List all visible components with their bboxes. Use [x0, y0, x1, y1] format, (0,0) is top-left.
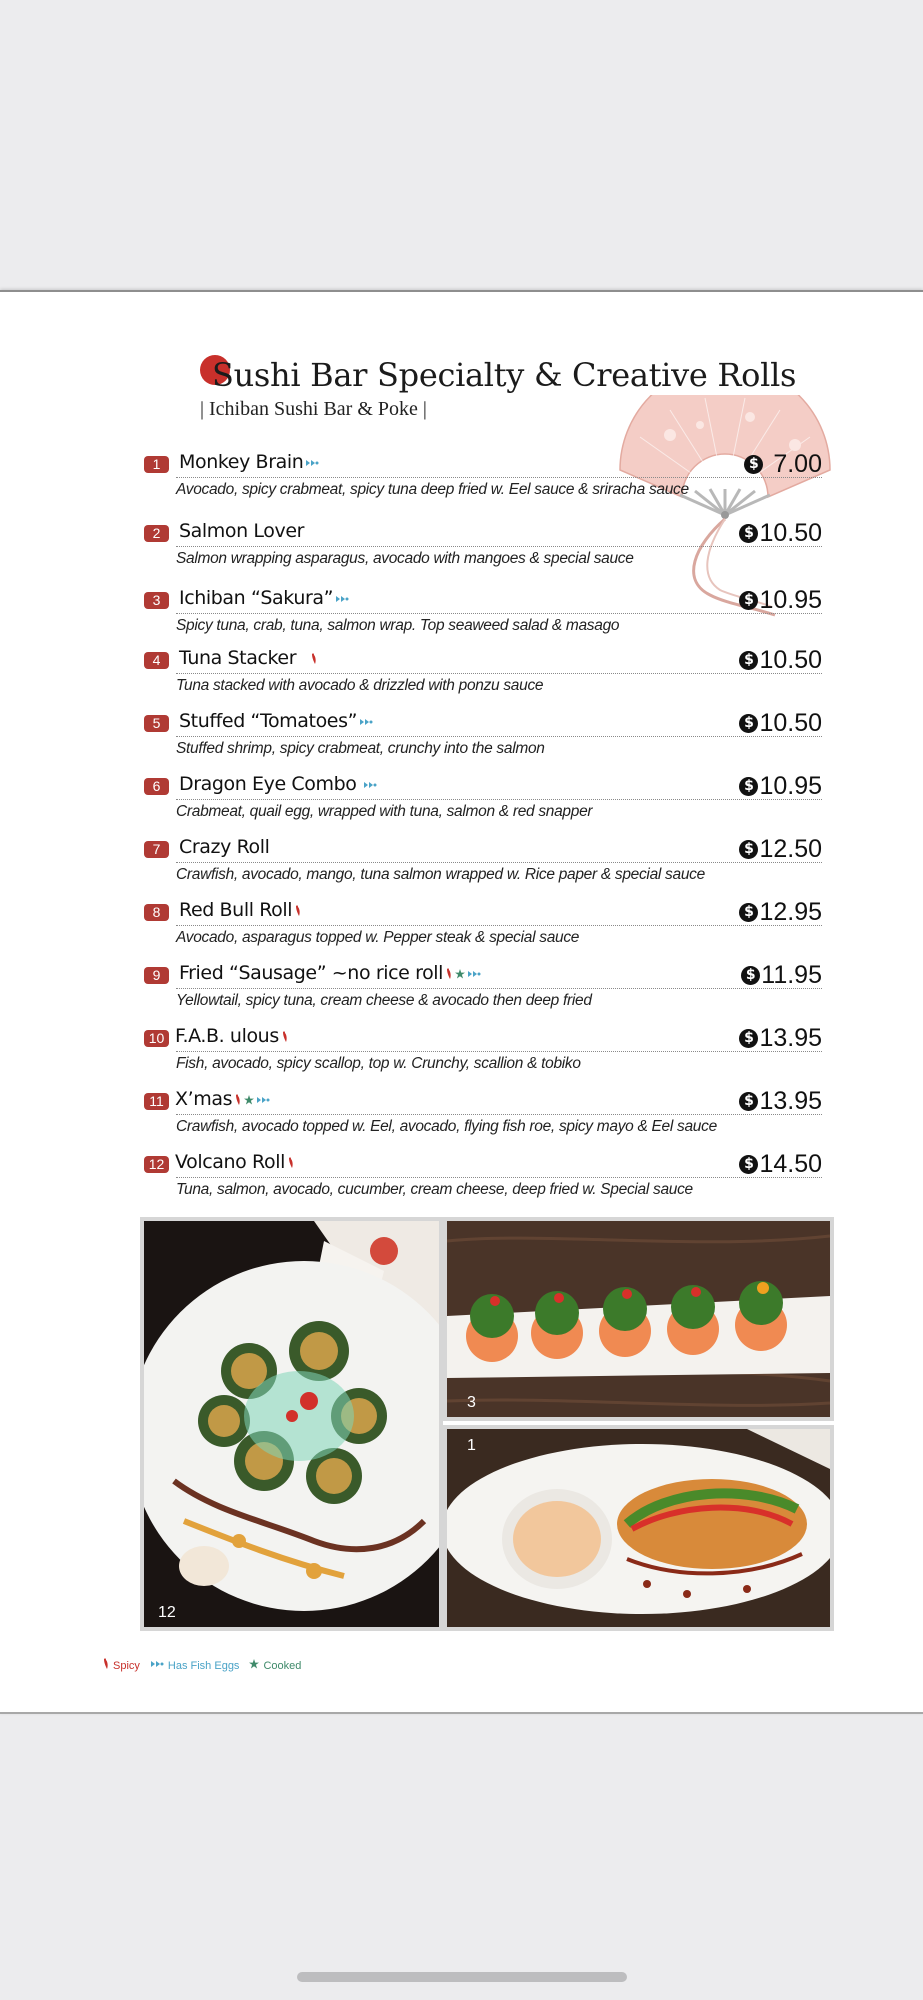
item-description: Salmon wrapping asparagus, avocado with mangoes & special sauce	[176, 550, 634, 567]
item-description: Tuna, salmon, avocado, cucumber, cream cheese, deep fried w. Special sauce	[176, 1181, 693, 1198]
item-name-text: F.A.B. ulous	[175, 1025, 279, 1047]
item-description: Avocado, spicy crabmeat, spicy tuna deep fried w. Eel sauce & sriracha sauce	[176, 481, 689, 498]
item-number-badge: 7	[144, 841, 169, 858]
dollar-icon: $	[739, 903, 758, 922]
item-name-text: Red Bull Roll	[179, 899, 293, 921]
fish-egg-icon	[305, 452, 319, 474]
item-description: Fish, avocado, spicy scallop, top w. Crunchy, scallion & tobiko	[176, 1055, 581, 1072]
spicy-pepper-icon	[294, 900, 302, 922]
fish-egg-icon	[335, 588, 349, 610]
dollar-icon: $	[741, 966, 760, 985]
item-number-badge: 9	[144, 967, 169, 984]
item-number-badge: 2	[144, 525, 169, 542]
fish-egg-icon	[359, 711, 373, 733]
price-amount: 10.50	[759, 519, 822, 547]
item-description: Crabmeat, quail egg, wrapped with tuna, salmon & red snapper	[176, 803, 593, 820]
cooked-star-icon	[249, 1659, 259, 1672]
menu-item	[140, 1089, 822, 1149]
item-price	[739, 772, 822, 801]
item-description: Spicy tuna, crab, tuna, salmon wrap. Top seaweed salad & masago	[176, 617, 620, 634]
price-amount: 11.95	[761, 961, 822, 989]
legend-fish-eggs-label: Has Fish Eggs	[167, 1659, 240, 1672]
item-name	[179, 587, 349, 610]
spicy-pepper-icon	[287, 1152, 295, 1174]
item-description: Crawfish, avocado, mango, tuna salmon wrapped w. Rice paper & special sauce	[176, 866, 705, 883]
legend-cooked-label: Cooked	[263, 1659, 302, 1672]
item-price	[739, 519, 822, 548]
photo-volcano-roll	[140, 1217, 443, 1631]
menu-item	[140, 1026, 822, 1086]
item-name	[179, 836, 270, 858]
item-number-badge: 5	[144, 715, 169, 732]
item-number-badge: 12	[144, 1156, 169, 1173]
item-name	[175, 1088, 270, 1111]
item-description: Tuna stacked with avocado & drizzled with ponzu sauce	[176, 677, 544, 694]
item-name-text: Fried “Sausage” ~no rice roll	[179, 962, 444, 984]
price-amount: 12.50	[759, 835, 822, 863]
icon-legend	[102, 1658, 311, 1673]
item-name	[179, 899, 302, 922]
item-name-text: Ichiban “Sakura”	[179, 587, 334, 609]
fish-egg-icon	[467, 963, 481, 985]
item-price	[739, 1150, 822, 1179]
spicy-pepper-icon	[281, 1026, 289, 1048]
fish-egg-icon	[150, 1659, 164, 1672]
item-number-badge: 3	[144, 592, 169, 609]
cooked-star-icon	[455, 963, 465, 985]
price-amount: 13.95	[759, 1087, 822, 1115]
item-name	[179, 710, 373, 733]
price-amount: 10.50	[759, 646, 822, 674]
item-price	[739, 1087, 822, 1116]
page-title: Sushi Bar Specialty & Creative Rolls	[212, 356, 797, 394]
menu-item	[140, 1152, 822, 1212]
item-name	[179, 773, 377, 796]
item-price	[739, 709, 822, 738]
price-amount: 12.95	[759, 898, 822, 926]
item-price	[744, 450, 822, 479]
spicy-pepper-icon	[445, 963, 453, 985]
dotted-rule	[176, 925, 822, 926]
dollar-icon: $	[739, 1092, 758, 1111]
item-name-text: Crazy Roll	[179, 836, 270, 858]
legend-spicy-label: Spicy	[113, 1659, 140, 1672]
dotted-rule	[176, 1114, 822, 1115]
price-amount: 14.50	[759, 1150, 822, 1178]
dollar-icon: $	[739, 1155, 758, 1174]
item-price	[739, 646, 822, 675]
dollar-icon: $	[739, 714, 758, 733]
photo-number-label: 1	[467, 1437, 476, 1454]
fish-egg-icon	[363, 774, 377, 796]
menu-item	[140, 521, 822, 581]
dotted-rule	[176, 546, 822, 547]
item-description: Yellowtail, spicy tuna, cream cheese & avocado then deep fried	[176, 992, 592, 1009]
item-name-text: Stuffed “Tomatoes”	[179, 710, 358, 732]
item-price	[739, 898, 822, 927]
item-price	[741, 961, 822, 990]
item-name	[179, 451, 319, 474]
price-amount: 7.00	[773, 450, 822, 478]
spicy-pepper-icon	[102, 1658, 110, 1673]
item-name	[179, 520, 304, 542]
item-number-badge: 6	[144, 778, 169, 795]
dollar-icon: $	[739, 524, 758, 543]
photo-number-label: 3	[467, 1394, 476, 1411]
dotted-rule	[176, 613, 822, 614]
dotted-rule	[176, 477, 822, 478]
item-number-badge: 8	[144, 904, 169, 921]
price-amount: 10.95	[759, 586, 822, 614]
dollar-icon: $	[744, 455, 763, 474]
spicy-pepper-icon	[234, 1089, 242, 1111]
menu-item	[140, 837, 822, 897]
price-amount: 10.95	[759, 772, 822, 800]
home-indicator[interactable]	[297, 1972, 627, 1982]
item-name	[175, 1025, 289, 1048]
item-name-text: Tuna Stacker	[179, 647, 297, 669]
item-price	[739, 835, 822, 864]
dollar-icon: $	[739, 1029, 758, 1048]
spicy-pepper-icon	[310, 648, 318, 670]
dollar-icon: $	[739, 591, 758, 610]
item-description: Crawfish, avocado topped w. Eel, avocado, flying fish roe, spicy mayo & Eel sauce	[176, 1118, 717, 1135]
photo-monkey-brain	[443, 1425, 834, 1631]
fish-egg-icon	[256, 1089, 270, 1111]
price-amount: 10.50	[759, 709, 822, 737]
item-number-badge: 1	[144, 456, 169, 473]
item-name-text: Salmon Lover	[179, 520, 305, 542]
item-number-badge: 10	[144, 1030, 169, 1047]
item-name-text: X’mas	[175, 1088, 233, 1110]
item-description: Avocado, asparagus topped w. Pepper steak & special sauce	[176, 929, 580, 946]
menu-item	[140, 963, 822, 1023]
item-description: Stuffed shrimp, spicy crabmeat, crunchy into the salmon	[176, 740, 545, 757]
price-amount: 13.95	[759, 1024, 822, 1052]
dollar-icon: $	[739, 777, 758, 796]
item-name-text: Volcano Roll	[175, 1151, 285, 1173]
ichiban-sakura-image	[447, 1221, 830, 1417]
dotted-rule	[176, 736, 822, 737]
item-price	[739, 586, 822, 615]
dollar-icon: $	[739, 651, 758, 670]
item-name	[175, 1151, 295, 1174]
item-name-text: Dragon Eye Combo	[179, 773, 357, 795]
item-price	[739, 1024, 822, 1053]
menu-item	[140, 774, 822, 834]
dotted-rule	[176, 862, 822, 863]
page-subtitle: | Ichiban Sushi Bar & Poke |	[200, 398, 427, 420]
dotted-rule	[176, 799, 822, 800]
item-name	[179, 962, 481, 985]
photo-ichiban-sakura	[443, 1217, 834, 1421]
item-number-badge: 11	[144, 1093, 169, 1110]
dotted-rule	[176, 988, 822, 989]
dotted-rule	[176, 673, 822, 674]
dollar-icon: $	[739, 840, 758, 859]
dotted-rule	[176, 1051, 822, 1052]
photo-number-label: 12	[158, 1604, 176, 1621]
cooked-star-icon	[244, 1089, 254, 1111]
dotted-rule	[176, 1177, 822, 1178]
menu-item	[140, 452, 822, 512]
item-number-badge: 4	[144, 652, 169, 669]
menu-item	[140, 648, 822, 708]
item-name	[179, 647, 318, 670]
volcano-roll-image	[144, 1221, 439, 1627]
item-name-text: Monkey Brain	[179, 451, 304, 473]
menu-item	[140, 711, 822, 771]
menu-item	[140, 588, 822, 648]
menu-item	[140, 900, 822, 960]
monkey-brain-image	[447, 1429, 830, 1627]
